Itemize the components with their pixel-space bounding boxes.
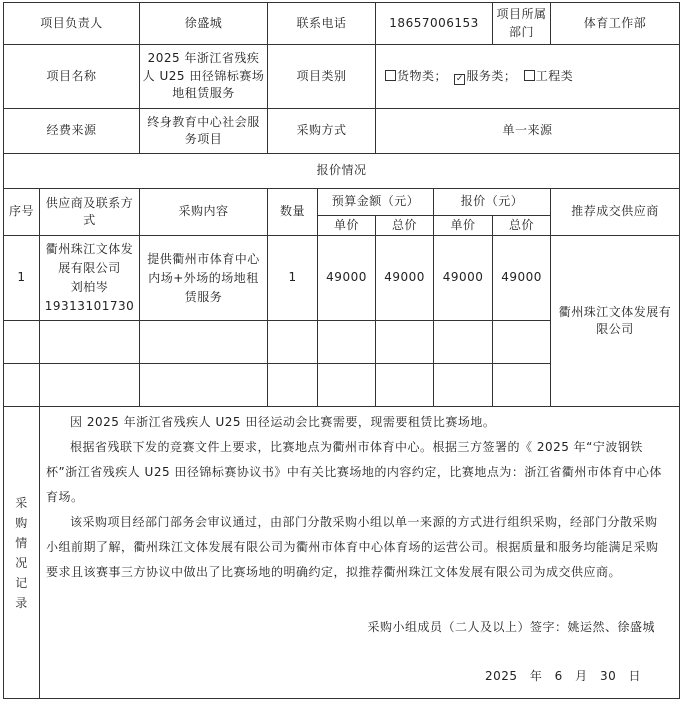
fund-row [4, 109, 680, 154]
phone-label: 联系电话 [268, 3, 376, 45]
type-label: 项目类别 [268, 45, 376, 109]
row-contact-name: 刘柏岑 [70, 280, 109, 294]
goods-label: 货物类； [397, 68, 448, 83]
record-content [40, 407, 680, 699]
col-content-header: 采购内容 [140, 189, 268, 236]
empty-cell [493, 364, 551, 407]
dept-value: 体育工作部 [551, 3, 680, 45]
record-row [4, 407, 680, 699]
row-qty: 1 [268, 236, 318, 321]
empty-cell [40, 321, 140, 364]
empty-cell [40, 364, 140, 407]
services-checkbox[interactable]: ✓ [455, 73, 464, 84]
col-recommend-header: 推荐成交供应商 [551, 189, 680, 236]
budget-total-header: 总价 [376, 216, 434, 236]
leader-value: 徐盛城 [140, 3, 268, 45]
row-offer-total: 49000 [493, 236, 551, 321]
empty-cell [268, 321, 318, 364]
row-supplier-name: 衢州珠江文体发展有限公司 [45, 242, 134, 275]
quote-section-title: 报价情况 [4, 154, 680, 189]
quote-header-row [4, 189, 680, 216]
record-label: 采购情况记录 [15, 495, 28, 610]
row-budget-unit: 49000 [318, 236, 376, 321]
phone-value: 18657006153 [376, 3, 493, 45]
empty-cell [318, 321, 376, 364]
type-options [376, 45, 680, 109]
engineering-checkbox[interactable] [524, 70, 535, 81]
offer-unit-header: 单价 [434, 216, 493, 236]
row-supplier-cell [40, 236, 140, 321]
empty-cell [376, 364, 434, 407]
record-paragraph: 该采购项目经部门部务会审议通过，由部门分散采购小组以单一来源的方式进行组织采购，经部门分散采购小组前期了解，衢州珠江文体发展有限公司为衢州市体育中心体育场的运营公司。根据质量和服务均能满足采购要求且该赛事三方协议中做出了比赛场地的明确约定，拟推荐衢州珠江文体发展有限公司为成交供应商。 [46, 515, 659, 579]
name-label: 项目名称 [4, 45, 140, 109]
leader-row [4, 3, 680, 45]
services-label: 服务类； [466, 68, 517, 83]
empty-cell [140, 321, 268, 364]
quote-data-row [4, 236, 680, 321]
leader-label: 项目负责人 [4, 3, 140, 45]
empty-cell [493, 321, 551, 364]
empty-cell [140, 364, 268, 407]
dept-label: 项目所属部门 [493, 3, 551, 45]
empty-cell [318, 364, 376, 407]
method-value: 单一来源 [376, 109, 680, 154]
fund-value: 终身教育中心社会服务项目 [140, 109, 268, 154]
method-label: 采购方式 [268, 109, 376, 154]
goods-checkbox[interactable] [385, 70, 396, 81]
offer-total-header: 总价 [493, 216, 551, 236]
row-content: 提供衢州市体育中心内场+外场的场地租赁服务 [140, 236, 268, 321]
row-offer-unit: 49000 [434, 236, 493, 321]
budget-unit-header: 单价 [318, 216, 376, 236]
row-budget-total: 49000 [376, 236, 434, 321]
name-value: 2025 年浙江省残疾人 U25 田径锦标赛场地租赁服务 [140, 45, 268, 109]
row-contact-phone: 19313101730 [44, 299, 135, 313]
engineering-label: 工程类 [535, 68, 574, 83]
row-seq: 1 [4, 236, 40, 321]
recommend-supplier: 衢州珠江文体发展有限公司 [551, 236, 680, 407]
col-budget-header: 预算金额（元） [318, 189, 434, 216]
empty-cell [376, 321, 434, 364]
record-paragraph: 因 2025 年浙江省残疾人 U25 田径运动会比赛需要，现需要租赁比赛场地。 [70, 415, 496, 429]
col-offer-header: 报价（元） [434, 189, 551, 216]
quote-title-row [4, 154, 680, 189]
project-name-row [4, 45, 680, 109]
procurement-form [3, 2, 680, 699]
empty-cell [4, 321, 40, 364]
col-supplier-header: 供应商及联系方式 [40, 189, 140, 236]
empty-cell [434, 321, 493, 364]
record-label-cell [4, 407, 40, 699]
col-qty-header: 数量 [268, 189, 318, 236]
empty-cell [268, 364, 318, 407]
record-signature: 采购小组成员（二人及以上）签字：姚运然、徐盛城 [367, 620, 656, 634]
record-paragraph: 根据省残联下发的竞赛文件上要求，比赛地点为衢州市体育中心。根据三方签署的《 2025 年“宁波钢铁杯”浙江省残疾人 U25 田径锦标赛协议书》中有关比赛场地的内容约定，比赛地点为：浙江省衢州市体育中心体育场。 [46, 440, 662, 504]
fund-label: 经费来源 [4, 109, 140, 154]
empty-cell [434, 364, 493, 407]
record-date: 2025 年 6 月 30 日 [485, 669, 642, 683]
empty-cell [4, 364, 40, 407]
col-seq-header: 序号 [4, 189, 40, 236]
